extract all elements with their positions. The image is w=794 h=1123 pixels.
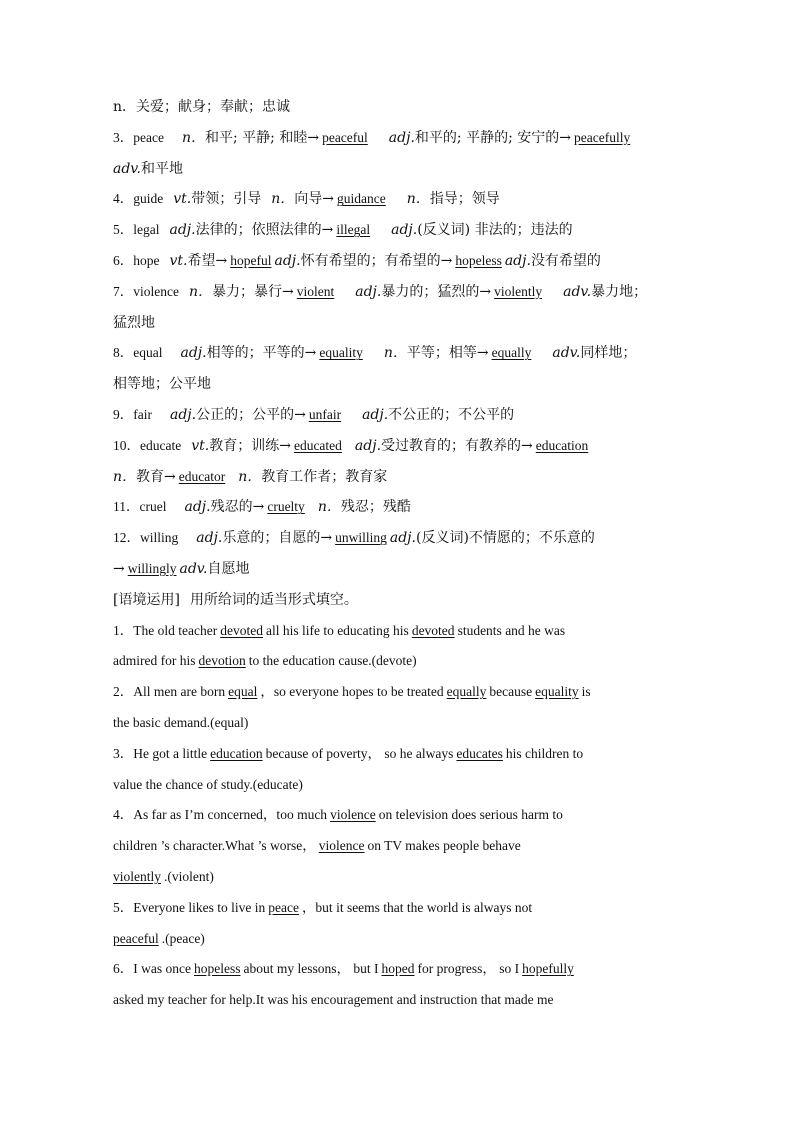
section-heading <box>113 585 688 616</box>
exercise-text: ，so everyone hopes to be treated <box>260 684 444 700</box>
vocab-line <box>113 462 688 493</box>
exercise-text: admired for his <box>113 653 196 669</box>
exercise-text: on television does serious harm to <box>378 807 563 823</box>
vocab-meaning: 暴力的；猛烈的→ <box>381 283 492 300</box>
exercise-text: is <box>581 684 591 700</box>
vocab-headword: 7．violence <box>113 283 179 299</box>
part-of-speech: n． <box>271 191 295 208</box>
part-of-speech: adv. <box>179 560 208 577</box>
exercise-text: because <box>489 684 533 700</box>
part-of-speech: adj. <box>184 499 211 516</box>
part-of-speech: adv. <box>563 283 592 300</box>
exercise-text: 1．The old teacher <box>113 622 218 638</box>
vocab-meaning: 暴力地； <box>591 283 648 300</box>
part-of-speech: n． <box>238 468 262 485</box>
vocab-headword: 4．guide <box>113 191 164 207</box>
exercise-line <box>113 677 688 708</box>
answer-blank: educated <box>293 437 342 453</box>
part-of-speech: vt. <box>173 191 192 208</box>
answer-blank: guidance <box>337 191 386 207</box>
answer-blank: violent <box>296 283 335 299</box>
answer-blank: hopeful <box>230 252 272 268</box>
part-of-speech: adj. <box>274 252 301 269</box>
exercise-line <box>113 770 688 801</box>
exercise-line <box>113 924 688 955</box>
vocab-meaning: 受过教育的；有教养的→ <box>381 437 533 454</box>
exercise-text: 2．All men are born <box>113 684 226 700</box>
vocab-meaning: 向导→ <box>294 191 335 208</box>
exercise-text: 6．I was once <box>113 961 191 977</box>
answer-blank: violently <box>113 868 161 884</box>
vocab-meaning: 和平的; 平静的; 安宁的→ <box>414 129 571 146</box>
part-of-speech: n． <box>113 468 137 485</box>
vocab-meaning: 不公正的；不公平的 <box>388 406 515 423</box>
exercise-text: .(violent) <box>164 868 214 884</box>
answer-blank: education <box>535 437 589 453</box>
answer-blank: illegal <box>336 222 371 238</box>
answer-blank: devoted <box>220 622 263 638</box>
exercise-text: the basic demand.(equal) <box>113 714 249 730</box>
part-of-speech: adj. <box>391 222 418 239</box>
part-of-speech: vt. <box>169 252 188 269</box>
vocab-headword: 9．fair <box>113 406 152 422</box>
vocab-meaning: 指导；领导 <box>429 191 500 208</box>
vocab-headword: 8．equal <box>113 345 163 361</box>
answer-blank: peacefully <box>573 129 631 145</box>
exercise-line <box>113 800 688 831</box>
part-of-speech: n． <box>188 283 213 300</box>
answer-blank: hopeless <box>193 961 241 977</box>
part-of-speech: vt. <box>191 437 210 454</box>
answer-blank: violence <box>318 838 365 854</box>
exercise-line <box>113 646 688 677</box>
answer-blank: equally <box>446 684 487 700</box>
vocab-meaning: 教育；训练→ <box>209 437 291 454</box>
answer-blank: unwilling <box>335 530 387 546</box>
exercise-line <box>113 985 688 1016</box>
vocab-line <box>113 308 688 339</box>
vocab-meaning: 相等的；平等的→ <box>206 345 317 362</box>
vocab-meaning: 和平; 平静; 和睦→ <box>205 129 320 146</box>
answer-blank: peace <box>268 899 299 915</box>
answer-blank: peaceful <box>113 930 159 946</box>
vocab-meaning: 乐意的；自愿的→ <box>222 530 333 547</box>
vocab-item-willing <box>113 523 688 554</box>
exercise-text: to the education cause.(devote) <box>248 653 417 669</box>
answer-blank: education <box>210 745 263 761</box>
vocab-meaning: 暴力；暴行→ <box>212 283 294 300</box>
vocab-item-peace <box>113 123 688 154</box>
arrow-icon: → <box>113 560 125 577</box>
vocab-meaning: 怀有希望的；有希望的→ <box>300 252 453 269</box>
part-of-speech: n． <box>317 499 341 516</box>
answer-blank: educator <box>178 468 226 484</box>
part-of-speech: n． <box>383 345 407 362</box>
vocab-text: n．关爱；献身；奉献；忠诚 <box>113 99 291 115</box>
answer-blank: hoped <box>381 961 415 977</box>
part-of-speech: adj. <box>362 406 389 423</box>
part-of-speech: adj. <box>355 283 382 300</box>
vocab-item-educate <box>113 431 688 462</box>
answer-blank: cruelty <box>267 499 305 515</box>
vocab-item-legal <box>113 215 688 246</box>
exercise-text: value the chance of study.(educate) <box>113 776 303 792</box>
vocab-headword: 10．educate <box>113 437 182 453</box>
vocab-meaning: 法律的；依照法律的→ <box>195 222 334 239</box>
vocab-meaning: 同样地； <box>580 345 637 362</box>
answer-blank: hopeless <box>455 252 502 268</box>
answer-blank: educates <box>456 745 503 761</box>
part-of-speech: n． <box>181 129 205 146</box>
answer-blank: hopefully <box>522 961 574 977</box>
vocab-item-guide <box>113 184 688 215</box>
vocab-line <box>113 369 688 400</box>
part-of-speech: adv. <box>552 345 581 362</box>
exercise-text: asked my teacher for help.It was his encouragement and instruction that made me <box>113 992 554 1008</box>
document-page <box>113 92 688 1016</box>
answer-blank: equality <box>319 345 363 361</box>
part-of-speech: adj. <box>169 222 196 239</box>
exercise-line <box>113 708 688 739</box>
exercise-text: for progress， so I <box>417 961 520 977</box>
vocab-item-equal <box>113 338 688 369</box>
vocab-meaning: 没有希望的 <box>530 252 601 269</box>
vocab-line <box>113 554 688 585</box>
answer-blank: violently <box>494 283 543 299</box>
vocab-meaning: 自愿地 <box>207 560 250 577</box>
exercise-text: his children to <box>505 745 584 761</box>
answer-blank: unfair <box>308 406 342 422</box>
section-instruction: 用所给词的适当形式填空。 <box>189 591 358 608</box>
exercise-line <box>113 893 688 924</box>
vocab-headword: 12．willing <box>113 530 179 546</box>
vocab-meaning: 教育工作者；教育家 <box>261 468 388 485</box>
part-of-speech: n． <box>406 191 430 208</box>
answer-blank: willingly <box>127 560 177 576</box>
exercise-text: on TV makes people behave <box>367 838 521 854</box>
exercise-text: students and he was <box>457 622 566 638</box>
exercise-line <box>113 862 688 893</box>
exercise-line <box>113 831 688 862</box>
vocab-meaning: (反义词)不情愿的；不乐意的 <box>415 530 595 547</box>
answer-blank: equality <box>535 684 579 700</box>
exercise-text: 5．Everyone likes to live in <box>113 899 266 915</box>
answer-blank: devoted <box>411 622 455 638</box>
vocab-meaning: 带领；引导 <box>191 191 262 208</box>
vocab-meaning: (反义词) 非法的；违法的 <box>417 222 573 239</box>
vocab-meaning: 残忍的→ <box>210 499 265 516</box>
exercise-text: 4．As far as I’m concerned，too much <box>113 807 328 823</box>
vocab-meaning: 相等地；公平地 <box>113 376 211 393</box>
exercise-text: about my lessons， but I <box>243 961 379 977</box>
vocab-item-hope <box>113 246 688 277</box>
vocab-headword: 5．legal <box>113 222 160 238</box>
part-of-speech: adj. <box>354 437 382 454</box>
vocab-headword: 3．peace <box>113 129 164 145</box>
vocab-meaning: 和平地 <box>141 160 184 177</box>
answer-blank: equal <box>228 684 258 700</box>
vocab-meaning: 希望→ <box>187 252 228 269</box>
vocab-headword: 11．cruel <box>113 499 167 515</box>
exercise-text: .(peace) <box>161 930 205 946</box>
exercise-text: 3．He got a little <box>113 745 208 761</box>
vocab-item-cruel <box>113 492 688 523</box>
part-of-speech: adj. <box>388 129 415 146</box>
answer-blank: peaceful <box>322 129 368 145</box>
answer-blank: violence <box>330 807 376 823</box>
vocab-item-violence <box>113 277 688 308</box>
part-of-speech: adj. <box>180 345 207 362</box>
part-of-speech: adj. <box>389 530 416 547</box>
answer-blank: equally <box>491 345 532 361</box>
vocab-meaning: 猛烈地 <box>113 314 155 331</box>
part-of-speech: adj. <box>196 530 223 547</box>
vocab-line <box>113 154 688 185</box>
vocab-meaning: 平等；相等→ <box>406 345 489 362</box>
exercise-text: because of poverty， so he always <box>265 745 454 761</box>
exercise-text: ，but it seems that the world is always not <box>301 899 533 915</box>
part-of-speech: adv. <box>113 160 142 177</box>
vocab-item-fair <box>113 400 688 431</box>
exercise-line <box>113 954 688 985</box>
vocab-meaning: 教育→ <box>136 468 176 485</box>
exercise-line <box>113 616 688 647</box>
section-label: [语境运用] <box>113 591 180 608</box>
exercise-text: all his life to educating his <box>265 622 409 638</box>
vocab-meaning: 公正的；公平的→ <box>196 406 306 423</box>
answer-blank: devotion <box>198 653 246 669</box>
exercise-line <box>113 739 688 770</box>
part-of-speech: adj. <box>169 406 197 423</box>
vocab-line <box>113 92 688 123</box>
vocab-headword: 6．hope <box>113 252 160 268</box>
exercise-text: children ’s character.What ’s worse， <box>113 838 316 854</box>
vocab-meaning: 残忍；残酷 <box>340 499 411 516</box>
part-of-speech: adj. <box>504 252 531 269</box>
